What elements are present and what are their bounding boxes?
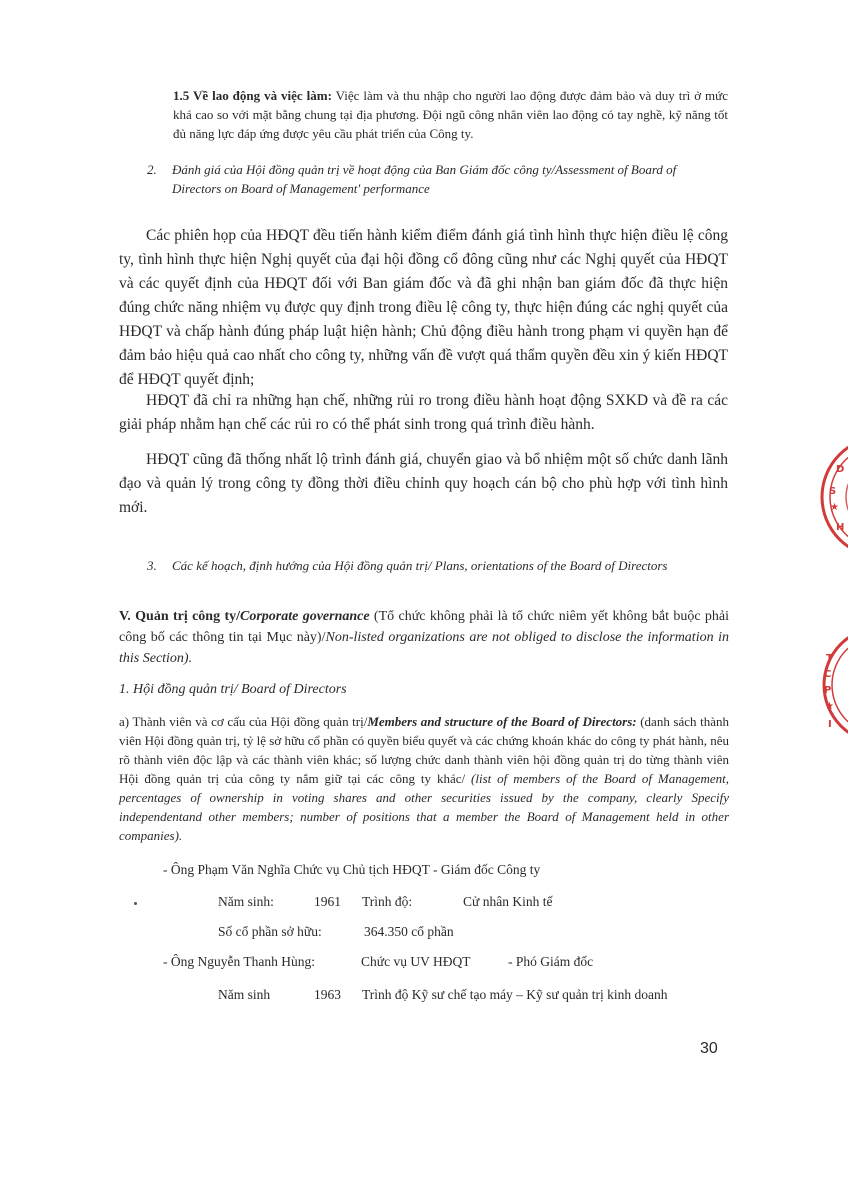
governance-note-en: Non-listed organizations are not obliged to disclose the information in this Section).	[119, 630, 729, 666]
assessment-paragraph-1: Các phiên họp của HĐQT đều tiến hành kiểm điểm đánh giá tình hình thực hiện điều lệ công ty, tình hình thực hiện Nghị quyết của đại hội đồng cổ đông cũng như các Nghị quyết của HĐQT và các quyết định của HĐQT đối với Ban giám đốc và đã ghi nhận ban giám đốc đã thực hiện đúng chức năng nhiệm vụ được quy định trong điều lệ công ty, thực hiện đúng các nghị quyết của HĐQT và chấp hành đúng pháp luật hiện hành; Chủ động điều hành trong phạm vi quyền hạn để đảm bảo hiệu quả cao nhất cho công ty, những vấn đề vượt quá thẩm quyền đều xin ý kiến HĐQT để HĐQT quyết định;	[119, 227, 728, 388]
member-1-shares-label: Số cổ phần sở hữu:	[218, 924, 322, 939]
board-subheading: 1. Hội đồng quản trị/ Board of Directors	[119, 682, 347, 697]
svg-text:C: C	[824, 669, 832, 680]
member-1-edu-label: Trình độ:	[362, 894, 413, 909]
svg-text:I: I	[828, 719, 832, 730]
member-1-birth-label: Năm sinh:	[218, 894, 274, 909]
svg-text:D: D	[836, 464, 845, 475]
section2-number: 2.	[147, 162, 157, 177]
governance-note: (Tổ chức không phải là tổ chức niêm yết không bắt buộc phải công bố các thông tin tại Mục này)/	[119, 609, 730, 645]
member-2-edu-text: Trình độ Kỹ sư chế tạo máy – Kỹ sư quản trị kinh doanh	[362, 987, 668, 1002]
member-1-shares-value: 364.350 cổ phần	[364, 924, 454, 939]
members-intro-text: (danh sách thành viên Hội đồng quản trị, tỷ lệ sở hữu cổ phần có quyền biểu quyết và các chứng khoán khác do công ty phát hành, nêu rõ thành viên độc lập và các thành viên khác; số lượng chức danh thành viên hội đồng quản trị do từng thành viên Hội đồng quản trị của công ty nắm giữ tại các công ty khác/	[119, 714, 729, 786]
company-stamp-bottom-icon	[814, 625, 848, 745]
scan-artifact-dot	[134, 902, 137, 905]
labor-heading: 1.5 Về lao động và việc làm:	[173, 88, 332, 103]
labor-paragraph	[173, 86, 728, 143]
members-intro-paragraph	[119, 712, 729, 845]
svg-text:★: ★	[830, 502, 839, 513]
section2-title: Đánh giá của Hội đồng quản trị về hoạt động của Ban Giám đốc công ty/Assessment of Board of Directors on Board of Management' performance	[172, 162, 677, 196]
member-2-name: - Ông Nguyễn Thanh Hùng:	[163, 954, 315, 969]
governance-paragraph	[119, 606, 729, 669]
member-1-edu-value: Cử nhân Kinh tế	[463, 894, 553, 909]
company-stamp-top-icon	[812, 432, 848, 562]
member-2-position: Chức vụ UV HĐQT	[361, 954, 471, 969]
svg-text:★: ★	[825, 701, 834, 712]
labor-text: Việc làm và thu nhập cho người lao động được đảm bảo và duy trì ở mức khá cao so với mặt bằng chung tại địa phương. Đội ngũ công nhân viên lao động có tay nghề, kỹ năng tốt đủ năng lực đáp ứng được yêu cầu phát triển của Công ty.	[173, 88, 728, 141]
svg-text:S: S	[829, 486, 837, 497]
assessment-paragraph-3: HĐQT cũng đã thống nhất lộ trình đánh giá, chuyển giao và bổ nhiệm một số chức danh lãnh đạo và quản lý trong công ty đồng thời điều chỉnh quy hoạch cán bộ cho phù hợp với tình hình mới.	[119, 451, 728, 516]
member-1-birth-year: 1961	[314, 894, 341, 909]
member-2-role: - Phó Giám đốc	[508, 954, 594, 969]
svg-text:T: T	[826, 653, 833, 664]
section3-title: Các kế hoạch, định hướng của Hội đồng quản trị/ Plans, orientations of the Board of Directors	[172, 558, 668, 573]
section3-number: 3.	[147, 558, 157, 573]
member-2-birth-year: 1963	[314, 987, 341, 1002]
members-intro-prefix: a) Thành viên và cơ cấu của Hội đồng quản trị/	[119, 714, 368, 729]
governance-heading: V. Quản trị công ty/	[119, 609, 240, 624]
members-intro-text-en: (list of members of the Board of Management, percentages of ownership in voting shares and other securities issued by the company, clearly Specify independentand other members; number of positions that a member the Board of Management held in other companies).	[119, 771, 729, 843]
assessment-paragraph-2: HĐQT đã chỉ ra những hạn chế, những rủi ro trong điều hành hoạt động SXKD và đề ra các giải pháp nhằm hạn chế các rủi ro có thể phát sinh trong quá trình điều hành.	[119, 392, 728, 433]
member-2-birth-label: Năm sinh	[218, 987, 271, 1002]
members-intro-prefix-en: Members and structure of the Board of Directors:	[367, 714, 637, 729]
member-1-name: - Ông Phạm Văn Nghĩa Chức vụ Chủ tịch HĐQT - Giám đốc Công ty	[163, 862, 541, 877]
svg-text:P: P	[824, 685, 832, 696]
page-number: 30	[700, 1040, 718, 1057]
governance-heading-en: Corporate governance	[240, 609, 370, 624]
svg-text:H: H	[836, 522, 845, 533]
